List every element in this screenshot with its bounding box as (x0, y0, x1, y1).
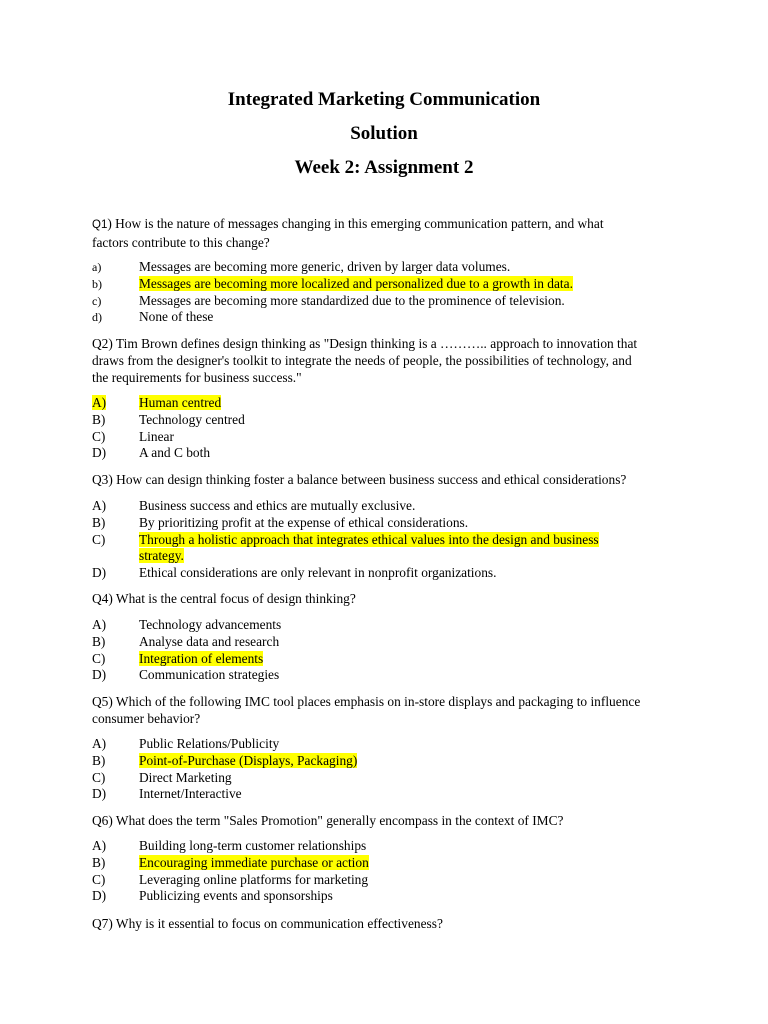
document-subtitle: Solution (350, 123, 418, 144)
option: D) Internet/Interactive (92, 786, 242, 802)
question-6 (92, 812, 692, 829)
option: C) Leveraging online platforms for marketing (92, 871, 369, 887)
option-correct: B) Encouraging immediate purchase or action (92, 854, 369, 870)
question-4-text-a: Q4) What is the central focus of design thinking? (92, 591, 356, 606)
question-1-text-b: factors contribute to this change? (92, 235, 270, 251)
option: A) Technology advancements (92, 617, 282, 632)
option: C) Linear (92, 428, 174, 444)
question-5-options (92, 736, 357, 803)
question-3 (92, 471, 692, 488)
option: B) By prioritizing profit at the expense of ethical considerations. (92, 514, 469, 530)
question-7-text-a: Q7) Why is it essential to focus on communication effectiveness? (92, 916, 443, 931)
highlighted-answer: Messages are becoming more localized and personalized due to a growth in data. (139, 275, 573, 291)
highlighted-answer-cont: strategy. (139, 548, 184, 564)
question-2 (92, 335, 692, 387)
option: D) Ethical considerations are only relevant in nonprofit organizations. (92, 565, 497, 581)
question-1-text-a: ) How is the nature of messages changing in this emerging communication pattern, and what (107, 216, 604, 231)
document-title: Integrated Marketing Communication (227, 89, 541, 110)
question-4 (92, 590, 692, 607)
option: A) Business success and ethics are mutually exclusive. (92, 498, 416, 513)
option-correct: C) Integration of elements (92, 650, 264, 666)
question-2-options (92, 395, 245, 462)
question-2-text-c: the requirements for business success." (92, 370, 302, 386)
question-5-text-a: Q5) Which of the following IMC tool places emphasis on in-store displays and packaging to influence (92, 694, 641, 709)
option-correct: C) Through a holistic approach that integrates ethical values into the design and business strategy. (92, 531, 599, 564)
question-1-number: Q1 (92, 219, 108, 231)
question-5-text-b: consumer behavior? (92, 711, 201, 727)
question-2-text-b: draws from the designer's toolkit to integrate the needs of people, the possibilities of technology, and (92, 353, 632, 369)
option: A) Public Relations/Publicity (92, 736, 280, 751)
option: B) Analyse data and research (92, 633, 280, 649)
option: B) Technology centred (92, 411, 245, 427)
highlighted-answer: Point-of-Purchase (Displays, Packaging) (139, 752, 358, 768)
highlighted-answer: Human centred (139, 395, 222, 410)
highlighted-answer: Integration of elements (139, 650, 264, 666)
question-3-text-a: Q3) How can design thinking foster a balance between business success and ethical considerations? (92, 472, 627, 487)
highlighted-answer: Encouraging immediate purchase or action (139, 854, 369, 870)
option: c) Messages are becoming more standardized due to the prominence of television. (92, 292, 565, 308)
question-2-text-a: Q2) Tim Brown defines design thinking as "Design thinking is a ……….. approach to innovation that (92, 336, 638, 351)
option: C) Direct Marketing (92, 769, 232, 785)
question-1-options (92, 259, 573, 326)
question-1 (92, 215, 692, 251)
question-7 (92, 915, 692, 932)
option: d) None of these (92, 309, 214, 325)
option: a) Messages are becoming more generic, driven by larger data volumes. (92, 259, 511, 274)
question-3-options (92, 498, 599, 582)
option-correct: b) Messages are becoming more localized and personalized due to a growth in data. (92, 275, 573, 291)
question-6-options (92, 838, 369, 905)
option: D) Publicizing events and sponsorships (92, 888, 333, 904)
assignment-title: Week 2: Assignment 2 (294, 157, 474, 178)
highlighted-answer: Through a holistic approach that integrates ethical values into the design and business (139, 531, 599, 547)
option-correct: A) Human centred (92, 395, 222, 410)
option: D) A and C both (92, 445, 211, 461)
option-correct: B) Point-of-Purchase (Displays, Packaging) (92, 752, 358, 768)
question-5 (92, 693, 692, 727)
question-4-options (92, 617, 281, 684)
question-6-text-a: Q6) What does the term "Sales Promotion" generally encompass in the context of IMC? (92, 813, 564, 828)
option: A) Building long-term customer relationships (92, 838, 367, 853)
option: D) Communication strategies (92, 667, 280, 683)
